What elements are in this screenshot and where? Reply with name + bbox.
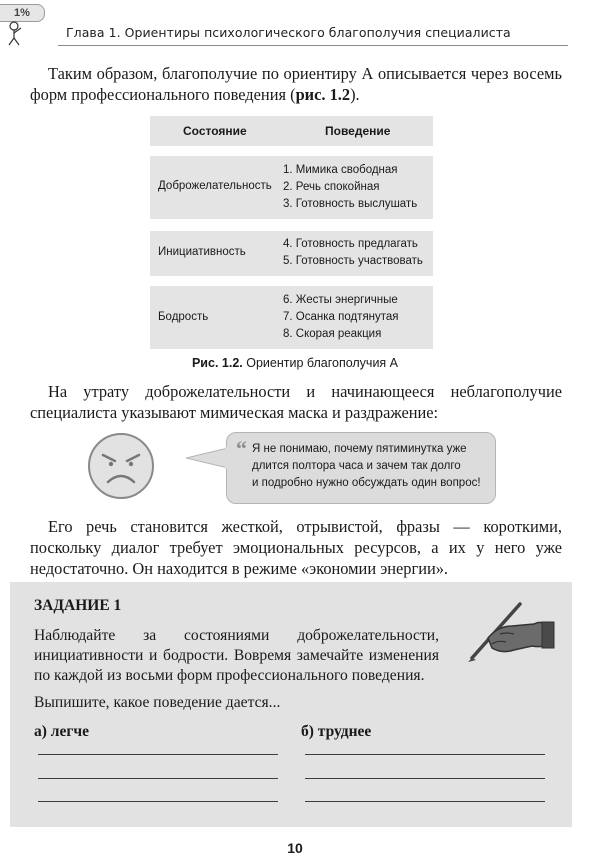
table-row (150, 286, 433, 349)
behavior-list (283, 236, 423, 270)
task-instruction: Выпишите, какое поведение дается... (34, 694, 281, 711)
table-row (150, 231, 433, 276)
behavior-item: 4. Готовность предлагать (283, 238, 418, 250)
bubble-text (252, 441, 492, 492)
header-behavior: Поведение (325, 124, 391, 138)
task-title: ЗАДАНИЕ 1 (34, 597, 122, 614)
column-easier-label: а) легче (34, 723, 90, 740)
chapter-title: Глава 1. Ориентиры психологического благополучия специалиста (66, 25, 511, 40)
writing-hand-icon (458, 596, 556, 666)
behavior-item: 6. Жесты энергичные (283, 294, 398, 306)
behavior-item: 2. Речь спокойная (283, 181, 380, 193)
table-header-row (150, 116, 433, 146)
answer-line[interactable] (305, 778, 545, 779)
paragraph: На утрату доброжелательности и начинающееся неблагополучие специалиста указывают мимическая маска и раздражение: (30, 382, 562, 422)
state-label: Инициативность (158, 246, 246, 258)
answer-line[interactable] (305, 801, 545, 802)
column-harder-label: б) труднее (301, 723, 372, 740)
task-text: Наблюдайте за состояниями доброжелательности, инициативности и бодрости. Вовремя замечайте изменения по каждой из восьми форм профессионального поведения. (34, 627, 439, 684)
behavior-item: 7. Осанка подтянутая (283, 311, 399, 323)
table-row (150, 156, 433, 219)
header-state: Состояние (183, 124, 247, 138)
state-label: Бодрость (158, 311, 209, 323)
behavior-item: 1. Мимика свободная (283, 164, 398, 176)
answer-line[interactable] (38, 754, 278, 755)
figure-reference: рис. 1.2 (295, 85, 351, 104)
paragraph: Его речь становится жесткой, отрывистой, фразы — короткими, поскольку диалог требует эмоциональных ресурсов, а их у него уже недостаточно. Он находится в режиме «экономии энергии». (30, 517, 562, 578)
bubble-line: длится полтора часа и зачем так долго (252, 460, 461, 472)
behavior-list (283, 162, 417, 213)
answer-line[interactable] (38, 801, 278, 802)
behavior-list (283, 292, 399, 343)
answer-line[interactable] (38, 778, 278, 779)
bubble-line: Я не понимаю, почему пятиминутка уже (252, 443, 467, 455)
behavior-item: 8. Скорая реакция (283, 328, 382, 340)
stick-figure-icon (6, 20, 36, 46)
header-badge: 1% (0, 4, 45, 22)
bubble-tail-joint (222, 447, 230, 469)
answer-line[interactable] (305, 754, 545, 755)
angry-face-icon (86, 431, 156, 501)
behavior-item: 3. Готовность выслушать (283, 198, 418, 210)
figure-caption: Рис. 1.2. Ориентир благополучия А (191, 356, 399, 370)
intro-paragraph: Таким образом, благополучие по ориентиру А описывается через восемь форм профессионального поведения (рис. 1.2). (30, 64, 562, 104)
quote-icon: “ (236, 436, 247, 461)
bubble-line: и подробно нужно обсуждать один вопрос! (252, 477, 481, 489)
page-number: 10 (287, 840, 303, 856)
header-divider (58, 45, 568, 46)
behavior-item: 5. Готовность участвовать (283, 255, 423, 267)
state-label: Доброжелательность (158, 180, 272, 192)
